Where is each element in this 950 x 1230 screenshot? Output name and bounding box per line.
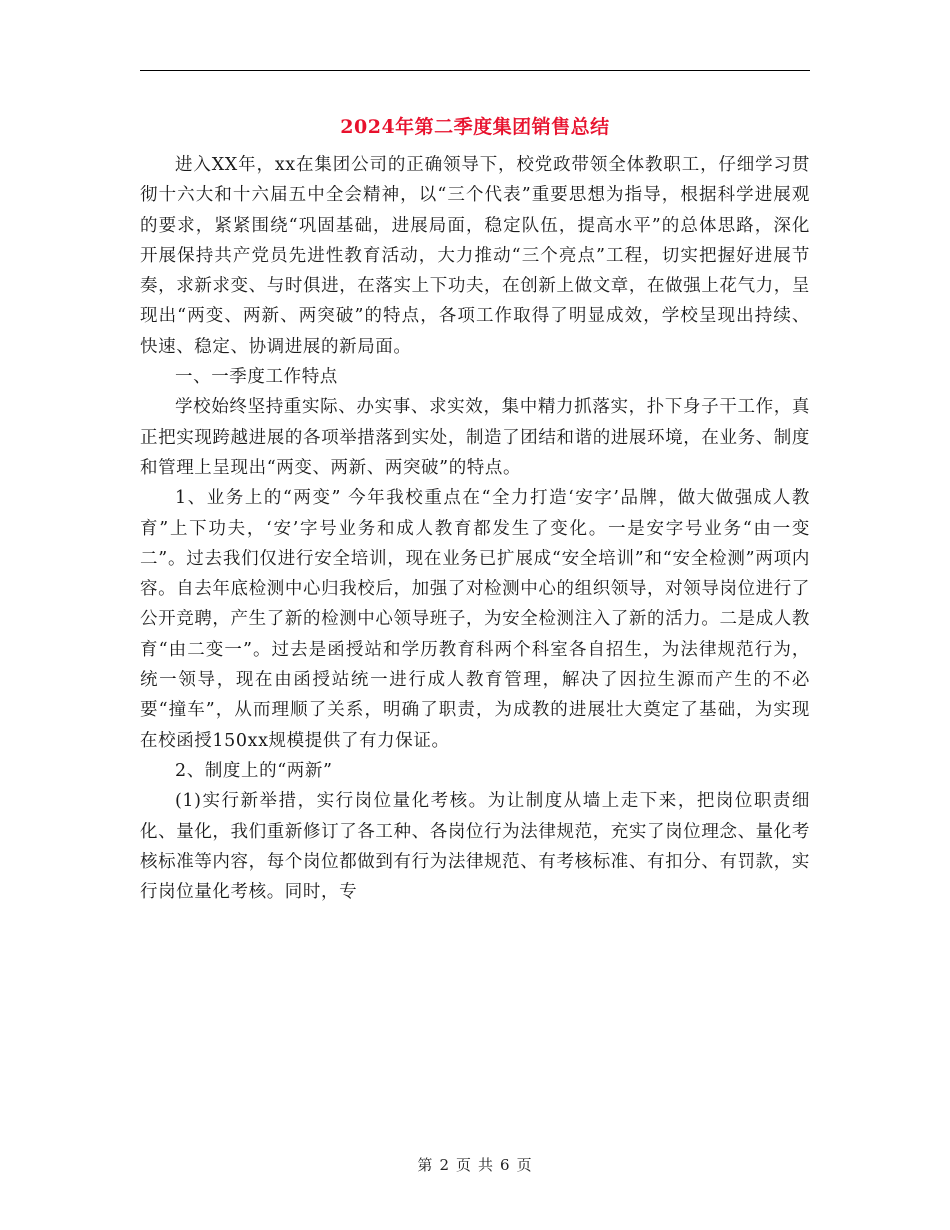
paragraph-intro: 进入XX年，xx在集团公司的正确领导下，校党政带领全体教职工，仔细学习贯彻十六大和十六届五中全会精神，以“三个代表”重要思想为指导，根据科学进展观的要求，紧紧围绕“巩固基础，进展局面，稳定队伍，提高水平”的总体思路，深化开展保持共产党员先进性教育活动，大力推动“三个亮点”工程，切实把握好进展节奏，求新求变、与时俱进，在落实上下功夫，在创新上做文章，在做强上花气力，呈现出“两变、两新、两突破”的特点，各项工作取得了明显成效，学校呈现出持续、快速、稳定、协调进展的新局面。	[140, 155, 810, 357]
footer-total-unit: 页	[516, 1156, 533, 1174]
section-heading-1: 一、一季度工作特点	[175, 367, 338, 388]
footer-total-prefix: 共	[478, 1156, 495, 1174]
footer-page-unit: 页	[455, 1156, 472, 1174]
header-rule	[140, 70, 810, 71]
page-footer	[0, 1153, 950, 1177]
paragraph-new-measures: (1)实行新举措，实行岗位量化考核。为让制度从墙上走下来，把岗位职责细化、量化，我们重新修订了各工种、各岗位行为法律规范，充实了岗位理念、量化考核标准等内容，每个岗位都做到有行为法律规范、有考核标准、有扣分、有罚款，实行岗位量化考核。同时，专	[140, 791, 810, 903]
subheading-system-news: 2、制度上的“两新”	[175, 760, 333, 781]
document-title: 2024年第二季度集团销售总结	[340, 116, 610, 138]
footer-page-number: 2	[439, 1156, 450, 1174]
footer-total-pages: 6	[500, 1156, 511, 1174]
footer-prefix: 第	[417, 1156, 434, 1174]
document-body	[140, 150, 810, 907]
paragraph-business-changes: 1、业务上的“两变” 今年我校重点在“全力打造‘安字’品牌，做大做强成人教育”上下功夫，‘安’字号业务和成人教育都发生了变化。一是安字号业务“由一变二”。过去我们仅进行安全培训，现在业务已扩展成“安全培训”和“安全检测”两项内容。自去年底检测中心归我校后，加强了对检测中心的组织领导，对领导岗位进行了公开竞聘，产生了新的检测中心领导班子，为安全检测注入了新的活力。二是成人教育“由二变一”。过去是函授站和学历教育科两个科室各自招生，为法律规范行为，统一领导，现在由函授站统一进行成人教育管理，解决了因拉生源而产生的不必要“撞车”，从而理顺了关系，明确了职责，为成教的进展壮大奠定了基础，为实现在校函授150xx规模提供了有力保证。	[140, 488, 810, 751]
paragraph-section-1: 学校始终坚持重实际、办实事、求实效，集中精力抓落实，扑下身子干工作，真正把实现跨越进展的各项举措落到实处，制造了团结和谐的进展环境，在业务、制度和管理上呈现出“两变、两新、两突破”的特点。	[140, 397, 810, 478]
